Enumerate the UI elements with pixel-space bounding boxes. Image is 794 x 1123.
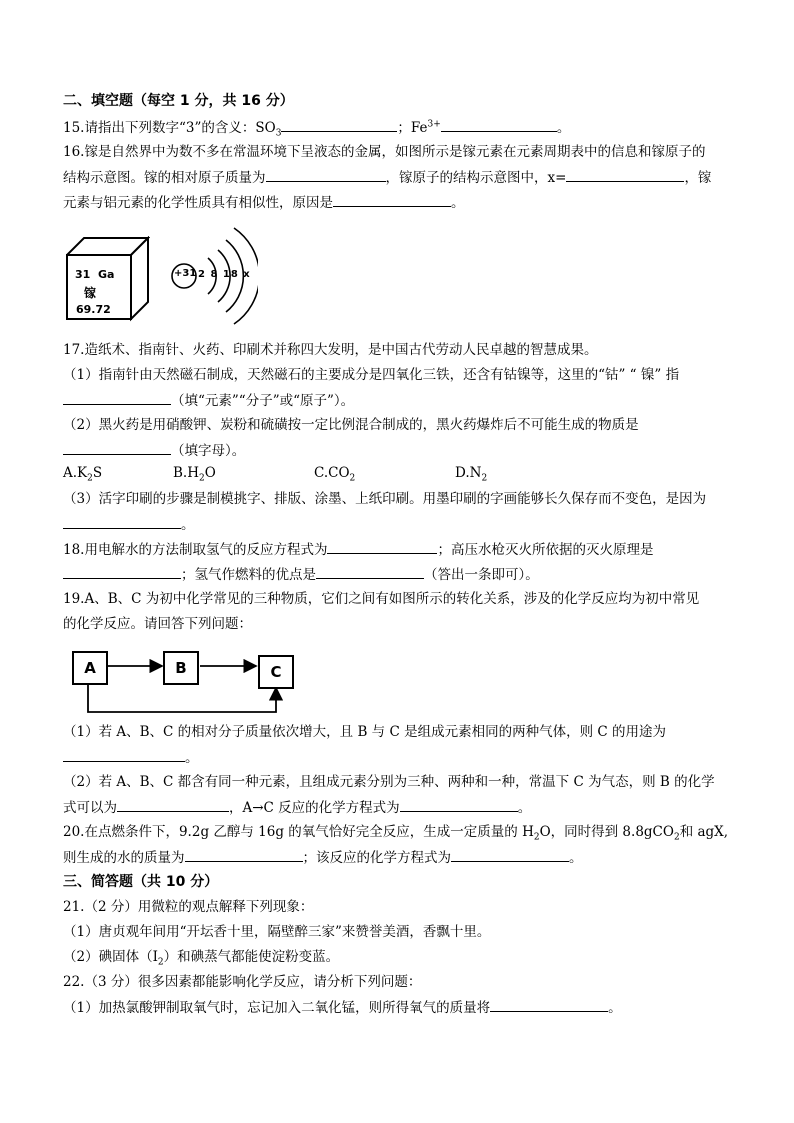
q15-sub: 3 [275,128,282,139]
q19-blank-3[interactable] [400,798,518,812]
q17-line-1: 17.造纸术、指南针、火药、印刷术并称四大发明，是中国古代劳动人民卓越的智慧成果。 [63,342,598,358]
q17-part-2b [63,441,245,460]
q18-blank-1[interactable] [327,540,437,554]
option-b [173,465,216,484]
section-heading-short-answer: 三、简答题（共 10 分） [63,874,219,890]
option-a [63,465,103,484]
q17-blank-1[interactable] [63,391,171,405]
q21-line-1: 21.（2 分）用微粒的观点解释下列现象： [63,899,314,915]
arrow-a-to-c [88,684,276,712]
q19-text-2b: 式可以为 [63,800,117,816]
q15-text-b: ；Fe [397,120,428,136]
q21-text-2b: ）和碘蒸气都能使淀粉变蓝。 [163,949,340,965]
q21-part-1: （1）唐贞观年间用“开坛香十里，隔壁醉三家”来赞誉美酒，香飘十里。 [63,924,491,940]
element-symbol: Ga [98,268,115,281]
opt-b-sub: 2 [199,473,205,484]
opt-a-sub: 2 [87,473,93,484]
q17-blank-3[interactable] [63,515,181,529]
q19-text-2c: ，A→C 反应的化学方程式为 [229,800,400,816]
opt-b-text: B.H [173,465,199,481]
q22-blank-1[interactable] [490,998,608,1012]
q20-text-b: O，同时得到 8.8gCO [539,824,674,840]
q21-sub: 2 [157,957,164,968]
q20-text-2: 则生成的水的质量为 [63,850,185,866]
q19-part-1b [63,748,199,767]
q19-end-1: 。 [185,750,199,766]
q20-sub-2: 2 [673,832,680,843]
opt-a-text: A.K [63,465,88,481]
q16-blank-3[interactable] [333,193,451,207]
q16-text-3: 元素与铝元素的化学性质具有相似性，原因是 [63,195,333,211]
q22-end: 。 [608,1000,622,1016]
q16-end: 。 [451,195,465,211]
q16-line-2 [63,168,711,187]
q17-text-2b: （填字母）。 [171,443,246,459]
q20-blank-2[interactable] [451,848,569,862]
q19-blank-2[interactable] [117,798,229,812]
q15-text: 15.请指出下列数字“3”的含义：SO [63,120,276,136]
q19-part-1: （1）若 A、B、C 的相对分子质量依次增大，且 B 与 C 是组成元素相同的两种气体，则 C 的用途为 [63,724,666,740]
q17-part-1b [63,391,354,410]
q22-part-1 [63,998,622,1017]
q16-text-c: ，镓 [684,170,712,186]
q15-blank-2[interactable] [441,118,557,132]
question-15 [63,118,570,137]
box-b: B [163,651,199,685]
q15-sup: 3+ [427,119,441,130]
q19-part-2: （2）若 A、B、C 都含有同一种元素，且组成元素分别为三种、两种和一种，常温下 C 为气态，则 B 的化学 [63,774,715,790]
q16-line-3 [63,193,465,212]
q17-blank-2[interactable] [63,441,171,455]
q19-part-2b [63,798,531,817]
atomic-mass: 69.72 [76,303,111,316]
q20-text-a: 20.在点燃条件下，9.2g 乙醇与 16g 的氧气恰好完全反应，生成一定质量的 H [63,824,534,840]
q16-text-b: ，镓原子的结构示意图中，x= [385,170,567,186]
q22-line-1: 22.（3 分）很多因素都能影响化学反应，请分析下列问题： [63,974,422,990]
section-heading-fill-in: 二、填空题（每空 1 分，共 16 分） [63,93,294,109]
box-a: A [72,651,108,685]
opt-b-end: O [204,465,216,481]
q18-line-1 [63,540,653,559]
q19-line-2: 的化学反应。请回答下列问题： [63,616,252,632]
q17-end: 。 [181,517,195,533]
q20-line-1 [63,823,728,841]
q18-text-2b: ；氢气作燃料的优点是 [181,567,316,583]
q18-line-2 [63,565,539,584]
opt-c-text: C.CO [314,465,350,481]
nucleus-charge: +31 [174,268,197,279]
q20-text-2b: ；该反应的化学方程式为 [302,850,451,866]
q19-blank-1[interactable] [63,748,185,762]
q19-end-2: 。 [517,800,532,816]
q16-text: 结构示意图。镓的相对原子质量为 [63,170,266,186]
q18-text-2c: （答出一条即可）。 [424,567,539,583]
q16-blank-1[interactable] [266,168,386,182]
q16-blank-2[interactable] [566,168,684,182]
q20-line-2 [63,848,583,867]
opt-d-text: D.N [455,465,482,481]
atomic-number: 31 [75,268,91,281]
q22-text: （1）加热氯酸钾制取氧气时，忘记加入二氧化锰，则所得氧气的质量将 [63,1000,491,1016]
q15-end: 。 [556,120,571,136]
q20-blank-1[interactable] [185,848,303,862]
q20-sub-1: 2 [533,832,540,843]
q17-part-2: （2）黑火药是用硝酸钾、炭粉和硫磺按一定比例混合制成的，黑火药爆炸后不可能生成的物质是 [63,417,639,433]
q18-blank-2[interactable] [63,565,181,579]
option-d [455,465,488,484]
q19-line-1: 19.A、B、C 为初中化学常见的三种物质，它们之间有如图所示的转化关系，涉及的化学反应均为初中常见 [63,591,700,607]
q20-end: 。 [569,850,583,866]
q15-blank-1[interactable] [281,118,397,132]
q17-text-1b: （填“元素”“分子”或“原子”）。 [171,393,355,409]
q21-text-2a: （2）碘固体（I [63,949,158,965]
q16-line-1: 16.镓是自然界中为数不多在常温环境下呈液态的金属，如图所示是镓元素在元素周期表中的信息和镓原子的 [63,144,706,160]
opt-d-sub: 2 [481,473,488,484]
q20-text-c: 和 agX, [679,824,729,840]
q17-part-3: （3）活字印刷的步骤是制模挑字、排版、涂墨、上纸印刷。用墨印刷的字画能够长久保存而不变色，是因为 [63,491,707,507]
element-name: 镓 [84,286,97,300]
q17-part-3b [63,515,195,534]
q18-text-b: ；高压水枪灭火所依据的灭火原理是 [437,542,654,558]
q18-text: 18.用电解水的方法制取氢气的反应方程式为 [63,542,328,558]
opt-a-end: S [92,465,103,481]
box-c: C [258,655,294,689]
q21-part-2 [63,948,339,966]
electron-shells: 2 8 18 x [198,269,251,280]
q17-part-1: （1）指南针由天然磁石制成，天然磁石的主要成分是四氧化三铁，还含有钴镍等，这里的“钴” “ 镍” 指 [63,367,680,383]
q18-blank-3[interactable] [316,565,424,579]
opt-c-sub: 2 [349,473,356,484]
option-c [314,465,356,484]
